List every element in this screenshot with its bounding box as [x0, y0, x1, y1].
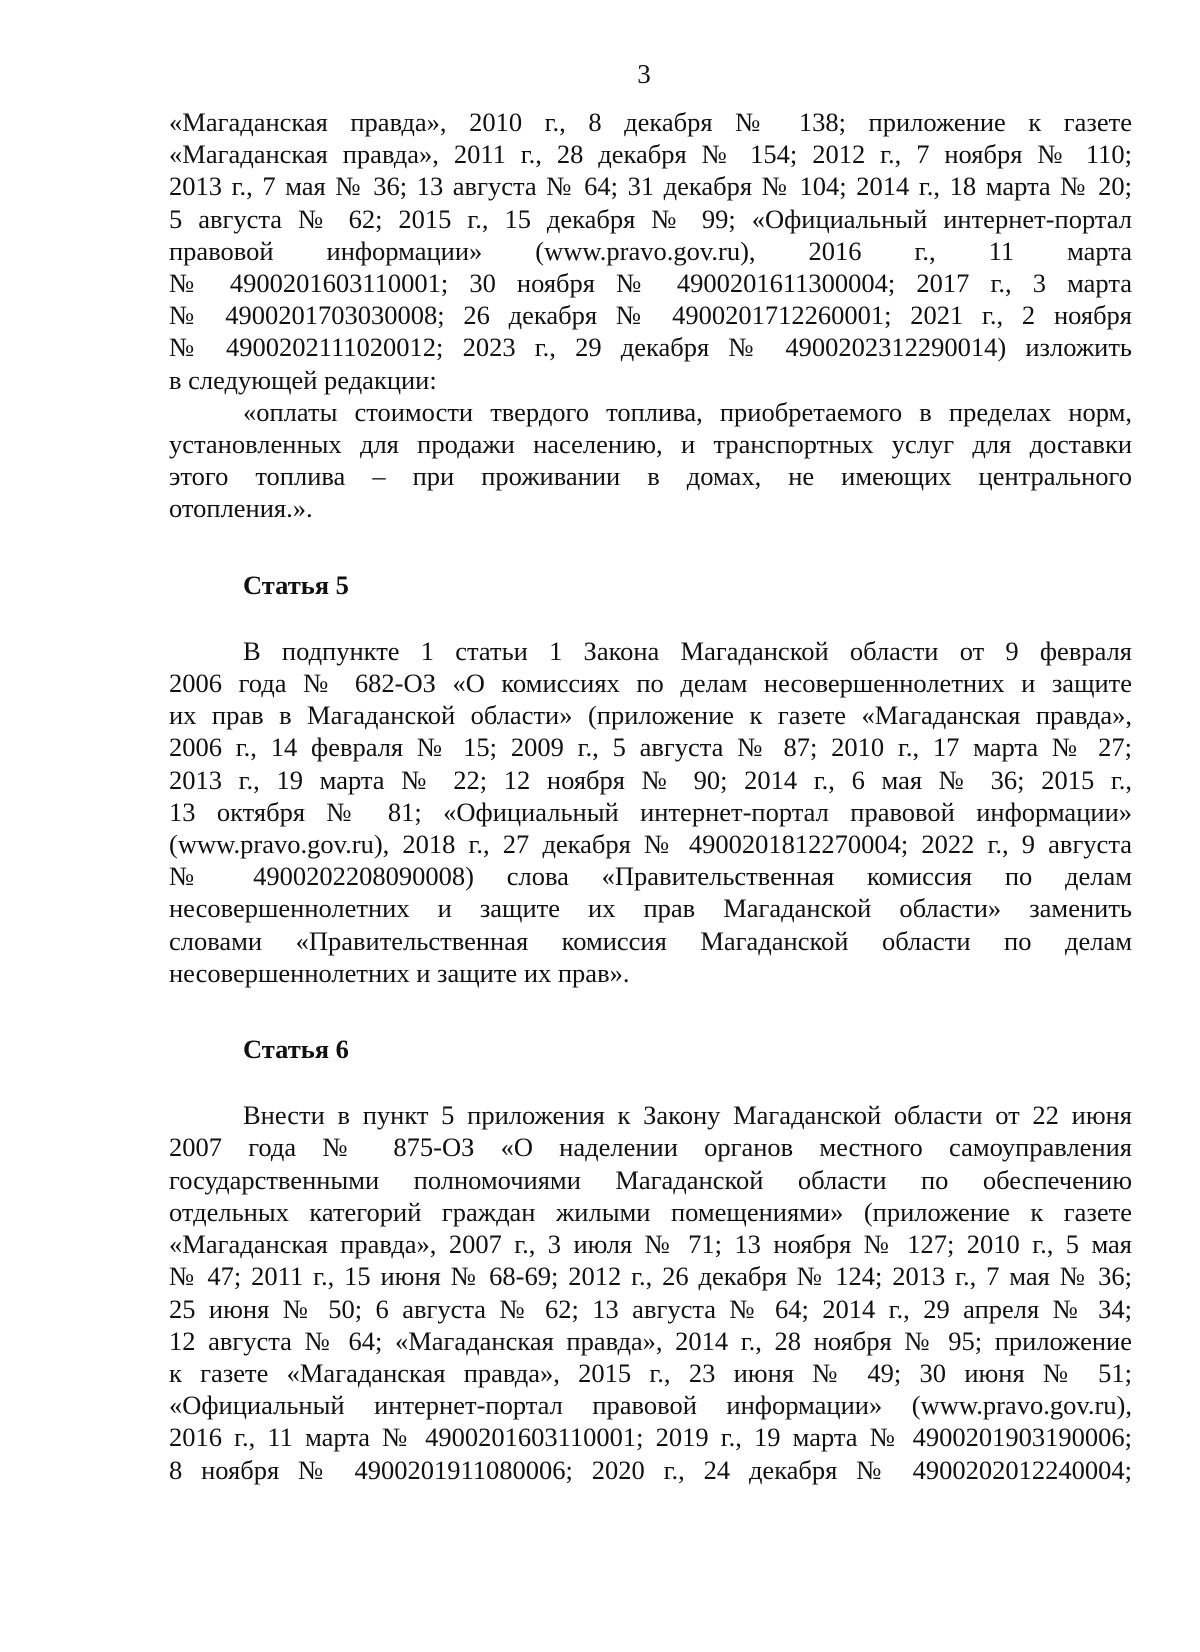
- text-line: 2006 г., 14 февраля № 15; 2009 г., 5 августа № 87; 2010 г., 17 марта № 27;: [169, 732, 1132, 763]
- text-line: правовой информации» (www.pravo.gov.ru), 2016 г., 11 марта: [169, 235, 1132, 266]
- page-number: 3: [637, 59, 651, 89]
- quoted-wording-paragraph: [169, 396, 1132, 525]
- text-line: (www.pravo.gov.ru), 2018 г., 27 декабря № 4900201812270004; 2022 г., 9 августа: [169, 829, 1132, 860]
- text-line: их прав в Магаданской области» (приложение к газете «Магаданская правда»,: [169, 700, 1132, 731]
- text-line: установленных для продажи населению, и транспортных услуг для доставки: [169, 429, 1132, 460]
- text-line: отопления.».: [169, 493, 313, 524]
- text-line: 2006 года № 682-ОЗ «О комиссиях по делам несовершеннолетних и защите: [169, 668, 1132, 699]
- article-5-paragraph: [169, 635, 1132, 989]
- text-line: № 4900202111020012; 2023 г., 29 декабря № 4900202312290014) изложить: [169, 332, 1132, 363]
- text-line: «Официальный интернет-портал правовой информации» (www.pravo.gov.ru),: [169, 1390, 1132, 1421]
- text-line: «Магаданская правда», 2010 г., 8 декабря № 138; приложение к газете: [169, 107, 1132, 137]
- text-line: «Магаданская правда», 2011 г., 28 декабря № 154; 2012 г., 7 ноября № 110;: [169, 139, 1132, 170]
- text-line: 8 ноября № 4900201911080006; 2020 г., 24 декабря № 4900202012240004;: [169, 1454, 1132, 1485]
- article-5-heading: Статья 5: [243, 569, 349, 600]
- text-line: № 4900201603110001; 30 ноября № 4900201611300004; 2017 г., 3 марта: [169, 268, 1132, 299]
- spacer: [169, 525, 1132, 569]
- text-line: отдельных категорий граждан жилыми помещениями» (приложение к газете: [169, 1196, 1132, 1227]
- text-line: 2007 года № 875-ОЗ «О наделении органов местного самоуправления: [169, 1132, 1132, 1163]
- spacer: [169, 601, 1132, 635]
- text-line: 2013 г., 19 марта № 22; 12 ноября № 90; 2014 г., 6 мая № 36; 2015 г.,: [169, 764, 1132, 795]
- text-line: «оплаты стоимости твердого топлива, приобретаемого в пределах норм,: [243, 396, 1132, 427]
- text-line: № 4900202208090008) слова «Правительственная комиссия по делам: [169, 861, 1132, 892]
- article-6-heading: Статья 6: [243, 1034, 349, 1065]
- text-line: 5 августа № 62; 2015 г., 15 декабря № 99; «Официальный интернет-портал: [169, 203, 1132, 234]
- spacer: [169, 1065, 1132, 1099]
- continuation-paragraph: [169, 106, 1132, 396]
- text-line: к газете «Магаданская правда», 2015 г., 23 июня № 49; 30 июня № 51;: [169, 1357, 1132, 1388]
- text-line: несовершеннолетних и защите их прав Магаданской области» заменить: [169, 893, 1132, 924]
- text-line: № 47; 2011 г., 15 июня № 68-69; 2012 г., 26 декабря № 124; 2013 г., 7 мая № 36;: [169, 1261, 1132, 1292]
- text-line: В подпункте 1 статьи 1 Закона Магаданской области от 9 февраля: [243, 635, 1132, 666]
- text-line: 2016 г., 11 марта № 4900201603110001; 2019 г., 19 марта № 4900201903190006;: [169, 1422, 1132, 1453]
- text-line: 13 октября № 81; «Официальный интернет-портал правовой информации»: [169, 796, 1132, 827]
- text-line: Внести в пункт 5 приложения к Закону Магаданской области от 22 июня: [243, 1100, 1132, 1131]
- text-line: государственными полномочиями Магаданской области по обеспечению: [169, 1164, 1132, 1195]
- text-line: «Магаданская правда», 2007 г., 3 июля № 71; 13 ноября № 127; 2010 г., 5 мая: [169, 1229, 1132, 1260]
- text-line: 12 августа № 64; «Магаданская правда», 2014 г., 28 ноября № 95; приложение: [169, 1325, 1132, 1356]
- document-body: [169, 106, 1132, 1486]
- text-line: этого топлива – при проживании в домах, не имеющих центрального: [169, 461, 1132, 492]
- text-line: 25 июня № 50; 6 августа № 62; 13 августа № 64; 2014 г., 29 апреля № 34;: [169, 1293, 1132, 1324]
- spacer: [169, 989, 1132, 1033]
- text-line: № 4900201703030008; 26 декабря № 4900201712260001; 2021 г., 2 ноября: [169, 300, 1132, 331]
- text-line: в следующей редакции:: [169, 364, 437, 395]
- text-line: словами «Правительственная комиссия Магаданской области по делам: [169, 925, 1132, 956]
- article-6-paragraph: [169, 1099, 1132, 1485]
- text-line: несовершеннолетних и защите их прав».: [169, 957, 630, 988]
- text-line: 2013 г., 7 мая № 36; 13 августа № 64; 31 декабря № 104; 2014 г., 18 марта № 20;: [169, 171, 1132, 202]
